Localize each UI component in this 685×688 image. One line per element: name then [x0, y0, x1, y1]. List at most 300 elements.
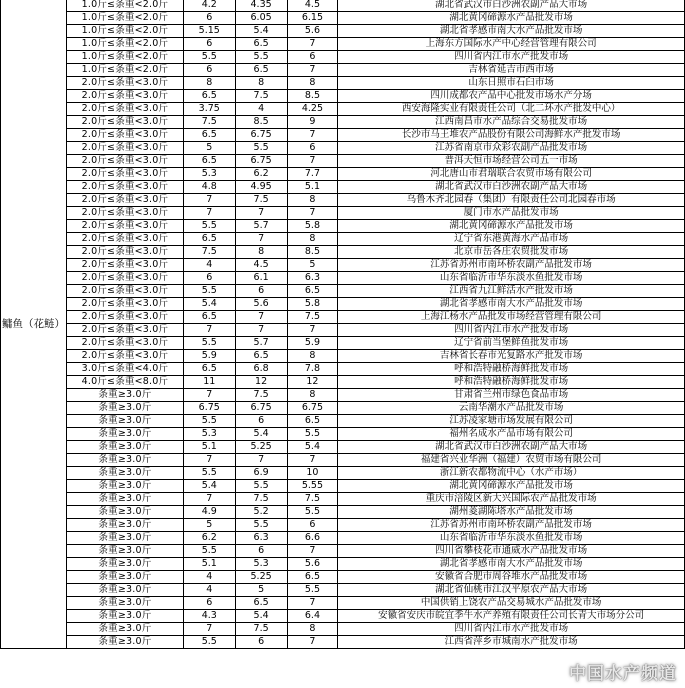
min-price-cell: 4.2	[183, 0, 235, 12]
market-name-cell: 湖北黄冈碲源水产品批发市场	[338, 220, 685, 233]
weight-range-cell: 条重≥3.0斤	[66, 519, 183, 532]
max-price-cell: 7	[287, 155, 338, 168]
market-name-cell: 北京市岳各庄农贸批发市场	[338, 246, 685, 259]
max-price-cell: 5.1	[287, 181, 338, 194]
market-name-cell: 江苏凌家塘市场发展有限公司	[338, 415, 685, 428]
min-price-cell: 5	[183, 142, 235, 155]
min-price-cell: 5.5	[183, 220, 235, 233]
min-price-cell: 5.1	[183, 441, 235, 454]
avg-price-cell: 7	[235, 324, 287, 337]
avg-price-cell: 6.5	[235, 38, 287, 51]
market-name-cell: 福建省兴业华洲（福建）农贸市场有限公司	[338, 454, 685, 467]
weight-range-cell: 条重≥3.0斤	[66, 467, 183, 480]
weight-range-cell: 条重≥3.0斤	[66, 402, 183, 415]
table-row	[1, 324, 685, 337]
max-price-cell: 8.5	[287, 90, 338, 103]
table-row	[1, 51, 685, 64]
max-price-cell: 6.5	[287, 571, 338, 584]
market-name-cell: 福州名成水产品市场有限公司	[338, 428, 685, 441]
min-price-cell: 7	[183, 493, 235, 506]
table-row	[1, 181, 685, 194]
weight-range-cell: 条重≥3.0斤	[66, 428, 183, 441]
weight-range-cell: 2.0斤≤条重<3.0斤	[66, 311, 183, 324]
market-name-cell: 湖北黄冈碲源水产品批发市场	[338, 12, 685, 25]
min-price-cell: 6.5	[183, 90, 235, 103]
max-price-cell: 7	[287, 454, 338, 467]
avg-price-cell: 6.9	[235, 467, 287, 480]
max-price-cell: 5.4	[287, 441, 338, 454]
avg-price-cell: 5.4	[235, 25, 287, 38]
market-name-cell: 呼和浩特融桥海鲜批发市场	[338, 376, 685, 389]
weight-range-cell: 2.0斤≤条重<3.0斤	[66, 194, 183, 207]
table-row	[1, 246, 685, 259]
table-row	[1, 0, 685, 12]
avg-price-cell: 6	[235, 415, 287, 428]
weight-range-cell: 1.0斤≤条重<2.0斤	[66, 38, 183, 51]
market-name-cell: 吉林省长春市光复路水产批发市场	[338, 350, 685, 363]
market-name-cell: 山东日照市石臼市场	[338, 77, 685, 90]
market-name-cell: 四川成都农产品中心批发市场水产分场	[338, 90, 685, 103]
max-price-cell: 7	[287, 636, 338, 649]
weight-range-cell: 2.0斤≤条重<3.0斤	[66, 116, 183, 129]
min-price-cell: 6.2	[183, 532, 235, 545]
weight-range-cell: 2.0斤≤条重<3.0斤	[66, 90, 183, 103]
market-name-cell: 上海东方国际水产中心经营管理有限公司	[338, 38, 685, 51]
price-table-body	[1, 0, 685, 649]
weight-range-cell: 1.0斤≤条重<2.0斤	[66, 64, 183, 77]
min-price-cell: 5.3	[183, 428, 235, 441]
table-row	[1, 129, 685, 142]
min-price-cell: 5.15	[183, 25, 235, 38]
avg-price-cell: 5.6	[235, 298, 287, 311]
weight-range-cell: 2.0斤≤条重<3.0斤	[66, 285, 183, 298]
weight-range-cell: 条重≥3.0斤	[66, 415, 183, 428]
avg-price-cell: 6	[235, 285, 287, 298]
weight-range-cell: 条重≥3.0斤	[66, 636, 183, 649]
weight-range-cell: 2.0斤≤条重<3.0斤	[66, 168, 183, 181]
weight-range-cell: 4.0斤≤条重<8.0斤	[66, 376, 183, 389]
table-row	[1, 259, 685, 272]
max-price-cell: 6.5	[287, 415, 338, 428]
max-price-cell: 7.5	[287, 493, 338, 506]
market-name-cell: 江苏省南京市众彩农副产品批发市场	[338, 142, 685, 155]
avg-price-cell: 5	[235, 584, 287, 597]
max-price-cell: 5.6	[287, 558, 338, 571]
weight-range-cell: 条重≥3.0斤	[66, 597, 183, 610]
avg-price-cell: 4.35	[235, 0, 287, 12]
weight-range-cell: 2.0斤≤条重<3.0斤	[66, 181, 183, 194]
avg-price-cell: 6.8	[235, 363, 287, 376]
max-price-cell: 8	[287, 350, 338, 363]
weight-range-cell: 2.0斤≤条重<3.0斤	[66, 77, 183, 90]
max-price-cell: 5.9	[287, 337, 338, 350]
min-price-cell: 6	[183, 272, 235, 285]
weight-range-cell: 2.0斤≤条重<3.0斤	[66, 129, 183, 142]
market-name-cell: 西安海隆实业有限责任公司（北二环水产批发中心）	[338, 103, 685, 116]
max-price-cell: 6.5	[287, 285, 338, 298]
market-name-cell: 重庆市涪陵区新大兴国际农产品批发市场	[338, 493, 685, 506]
weight-range-cell: 条重≥3.0斤	[66, 571, 183, 584]
market-name-cell: 湖北省孝感市南大水产品批发市场	[338, 298, 685, 311]
max-price-cell: 7	[287, 207, 338, 220]
avg-price-cell: 8	[235, 77, 287, 90]
max-price-cell: 5.55	[287, 480, 338, 493]
min-price-cell: 6.75	[183, 402, 235, 415]
weight-range-cell: 2.0斤≤条重<3.0斤	[66, 103, 183, 116]
table-row	[1, 415, 685, 428]
avg-price-cell: 6.75	[235, 402, 287, 415]
market-name-cell: 湖北省孝感市南大水产品批发市场	[338, 558, 685, 571]
avg-price-cell: 4	[235, 103, 287, 116]
table-row	[1, 38, 685, 51]
table-row	[1, 220, 685, 233]
table-row	[1, 142, 685, 155]
avg-price-cell: 5.5	[235, 519, 287, 532]
avg-price-cell: 8	[235, 246, 287, 259]
avg-price-cell: 7	[235, 207, 287, 220]
max-price-cell: 8	[287, 389, 338, 402]
avg-price-cell: 6.2	[235, 168, 287, 181]
table-row	[1, 584, 685, 597]
min-price-cell: 11	[183, 376, 235, 389]
min-price-cell: 4	[183, 571, 235, 584]
table-row	[1, 480, 685, 493]
max-price-cell: 7	[287, 597, 338, 610]
table-row	[1, 350, 685, 363]
table-row	[1, 597, 685, 610]
table-row	[1, 402, 685, 415]
avg-price-cell: 7	[235, 311, 287, 324]
table-row	[1, 207, 685, 220]
max-price-cell: 7	[287, 38, 338, 51]
weight-range-cell: 条重≥3.0斤	[66, 623, 183, 636]
weight-range-cell: 2.0斤≤条重<3.0斤	[66, 298, 183, 311]
table-row	[1, 610, 685, 623]
avg-price-cell: 6.05	[235, 12, 287, 25]
weight-range-cell: 2.0斤≤条重<3.0斤	[66, 233, 183, 246]
max-price-cell: 10	[287, 467, 338, 480]
market-name-cell: 山东省临沂市华东淡水鱼批发市场	[338, 272, 685, 285]
market-name-cell: 厦门市水产品批发市场	[338, 207, 685, 220]
table-row	[1, 64, 685, 77]
max-price-cell: 4.25	[287, 103, 338, 116]
avg-price-cell: 6.1	[235, 272, 287, 285]
table-row	[1, 545, 685, 558]
max-price-cell: 6.15	[287, 12, 338, 25]
max-price-cell: 7.8	[287, 363, 338, 376]
weight-range-cell: 条重≥3.0斤	[66, 558, 183, 571]
market-name-cell: 江西省萍乡市城南水产批发市场	[338, 636, 685, 649]
min-price-cell: 7	[183, 454, 235, 467]
market-name-cell: 呼和浩特融桥海鲜批发市场	[338, 363, 685, 376]
weight-range-cell: 条重≥3.0斤	[66, 389, 183, 402]
max-price-cell: 6	[287, 142, 338, 155]
table-row	[1, 454, 685, 467]
min-price-cell: 5.5	[183, 285, 235, 298]
table-row	[1, 519, 685, 532]
avg-price-cell: 7.5	[235, 623, 287, 636]
table-row	[1, 337, 685, 350]
min-price-cell: 4	[183, 259, 235, 272]
table-row	[1, 558, 685, 571]
min-price-cell: 5	[183, 519, 235, 532]
min-price-cell: 6.5	[183, 363, 235, 376]
weight-range-cell: 条重≥3.0斤	[66, 545, 183, 558]
weight-range-cell: 条重≥3.0斤	[66, 532, 183, 545]
max-price-cell: 5.5	[287, 584, 338, 597]
weight-range-cell: 条重≥3.0斤	[66, 493, 183, 506]
market-name-cell: 安徽省合肥市周谷堆水产品批发市场	[338, 571, 685, 584]
table-row	[1, 532, 685, 545]
market-name-cell: 湖北黄冈碲源水产品批发市场	[338, 480, 685, 493]
min-price-cell: 5.1	[183, 558, 235, 571]
market-name-cell: 湖州菱湖陈塔水产品批发市场	[338, 506, 685, 519]
weight-range-cell: 1.0斤≤条重<2.0斤	[66, 0, 183, 12]
max-price-cell: 8	[287, 233, 338, 246]
min-price-cell: 7	[183, 207, 235, 220]
min-price-cell: 5.5	[183, 337, 235, 350]
weight-range-cell: 条重≥3.0斤	[66, 441, 183, 454]
avg-price-cell: 8.5	[235, 116, 287, 129]
max-price-cell: 7.5	[287, 311, 338, 324]
market-name-cell: 湖北省武汉市白沙洲农副产品大市场	[338, 181, 685, 194]
avg-price-cell: 5.25	[235, 571, 287, 584]
max-price-cell: 9	[287, 116, 338, 129]
max-price-cell: 7	[287, 129, 338, 142]
min-price-cell: 7	[183, 324, 235, 337]
watermark-logo: 中国水产频道	[569, 664, 677, 684]
weight-range-cell: 3.0斤≤条重<4.0斤	[66, 363, 183, 376]
max-price-cell: 6.3	[287, 272, 338, 285]
avg-price-cell: 7.5	[235, 493, 287, 506]
table-row	[1, 441, 685, 454]
table-row	[1, 90, 685, 103]
max-price-cell: 4.5	[287, 0, 338, 12]
market-name-cell: 普洱天恒市场经营公司五一市场	[338, 155, 685, 168]
max-price-cell: 8	[287, 623, 338, 636]
max-price-cell: 7	[287, 64, 338, 77]
min-price-cell: 7.5	[183, 116, 235, 129]
market-name-cell: 湖北省武汉市白沙洲农副产品大市场	[338, 441, 685, 454]
avg-price-cell: 5.4	[235, 428, 287, 441]
market-name-cell: 云南华潮水产品批发市场	[338, 402, 685, 415]
weight-range-cell: 条重≥3.0斤	[66, 610, 183, 623]
market-name-cell: 四川省内江市水产批发市场	[338, 51, 685, 64]
avg-price-cell: 5.3	[235, 558, 287, 571]
market-name-cell: 四川省内江市水产批发市场	[338, 623, 685, 636]
min-price-cell: 5.5	[183, 467, 235, 480]
weight-range-cell: 1.0斤≤条重<2.0斤	[66, 25, 183, 38]
min-price-cell: 6.5	[183, 129, 235, 142]
avg-price-cell: 7.5	[235, 389, 287, 402]
avg-price-cell: 5.25	[235, 441, 287, 454]
max-price-cell: 6.6	[287, 532, 338, 545]
market-name-cell: 甘肃省兰州市绿色食品市场	[338, 389, 685, 402]
avg-price-cell: 6.5	[235, 64, 287, 77]
market-name-cell: 四川省攀枝花市通威水产品批发市场	[338, 545, 685, 558]
max-price-cell: 6.75	[287, 402, 338, 415]
max-price-cell: 12	[287, 376, 338, 389]
market-name-cell: 安徽省安庆市皖宜季牛水产养殖有限责任公司长青大市场分公司	[338, 610, 685, 623]
min-price-cell: 7	[183, 623, 235, 636]
table-row	[1, 571, 685, 584]
max-price-cell: 8	[287, 194, 338, 207]
min-price-cell: 6	[183, 597, 235, 610]
table-row	[1, 116, 685, 129]
table-row	[1, 467, 685, 480]
min-price-cell: 6	[183, 12, 235, 25]
table-row	[1, 233, 685, 246]
min-price-cell: 5.5	[183, 415, 235, 428]
avg-price-cell: 6.75	[235, 155, 287, 168]
min-price-cell: 7	[183, 389, 235, 402]
market-name-cell: 长沙市马王堆农产品股份有限公司海鲜水产批发市场	[338, 129, 685, 142]
market-name-cell: 江西省九江鲜活水产批发市场	[338, 285, 685, 298]
avg-price-cell: 5.5	[235, 480, 287, 493]
weight-range-cell: 2.0斤≤条重<3.0斤	[66, 142, 183, 155]
max-price-cell: 6	[287, 519, 338, 532]
weight-range-cell: 2.0斤≤条重<3.0斤	[66, 272, 183, 285]
weight-range-cell: 2.0斤≤条重<3.0斤	[66, 259, 183, 272]
max-price-cell: 6	[287, 51, 338, 64]
weight-range-cell: 2.0斤≤条重<3.0斤	[66, 246, 183, 259]
min-price-cell: 6.5	[183, 155, 235, 168]
avg-price-cell: 6	[235, 545, 287, 558]
table-row	[1, 493, 685, 506]
avg-price-cell: 5.2	[235, 506, 287, 519]
weight-range-cell: 2.0斤≤条重<3.0斤	[66, 324, 183, 337]
avg-price-cell: 4.95	[235, 181, 287, 194]
table-row	[1, 194, 685, 207]
min-price-cell: 4.8	[183, 181, 235, 194]
max-price-cell: 5.8	[287, 298, 338, 311]
market-name-cell: 山东省临沂市华东淡水鱼批发市场	[338, 532, 685, 545]
max-price-cell: 7.7	[287, 168, 338, 181]
min-price-cell: 5.5	[183, 636, 235, 649]
weight-range-cell: 2.0斤≤条重<3.0斤	[66, 337, 183, 350]
market-name-cell: 乌鲁木齐北园春（集团）有限责任公司北园春市场	[338, 194, 685, 207]
weight-range-cell: 2.0斤≤条重<3.0斤	[66, 155, 183, 168]
table-row	[1, 155, 685, 168]
min-price-cell: 5.5	[183, 51, 235, 64]
max-price-cell: 5.8	[287, 220, 338, 233]
table-row	[1, 389, 685, 402]
min-price-cell: 4	[183, 584, 235, 597]
market-name-cell: 湖北省武汉市白沙洲农副产品大市场	[338, 0, 685, 12]
weight-range-cell: 条重≥3.0斤	[66, 506, 183, 519]
table-row	[1, 168, 685, 181]
table-row	[1, 285, 685, 298]
weight-range-cell: 1.0斤≤条重<2.0斤	[66, 51, 183, 64]
min-price-cell: 4.9	[183, 506, 235, 519]
avg-price-cell: 4.5	[235, 259, 287, 272]
max-price-cell: 7	[287, 545, 338, 558]
min-price-cell: 7.5	[183, 246, 235, 259]
market-name-cell: 辽宁省东港黄海水产品市场	[338, 233, 685, 246]
market-name-cell: 河北唐山市君瑞联合农贸市场有限公司	[338, 168, 685, 181]
avg-price-cell: 7.5	[235, 90, 287, 103]
avg-price-cell: 6.3	[235, 532, 287, 545]
market-name-cell: 湖北省孝感市南大水产品批发市场	[338, 25, 685, 38]
min-price-cell: 6	[183, 64, 235, 77]
min-price-cell: 6.5	[183, 311, 235, 324]
avg-price-cell: 5.7	[235, 220, 287, 233]
market-name-cell: 江西南昌市水产品综合交易批发市场	[338, 116, 685, 129]
min-price-cell: 5.4	[183, 480, 235, 493]
max-price-cell: 5.5	[287, 428, 338, 441]
market-name-cell: 辽宁省前当堡鲜鱼批发市场	[338, 337, 685, 350]
avg-price-cell: 7	[235, 454, 287, 467]
max-price-cell: 5.5	[287, 506, 338, 519]
min-price-cell: 3.75	[183, 103, 235, 116]
min-price-cell: 5.3	[183, 168, 235, 181]
weight-range-cell: 条重≥3.0斤	[66, 480, 183, 493]
table-row	[1, 77, 685, 90]
table-row	[1, 25, 685, 38]
table-row	[1, 363, 685, 376]
min-price-cell: 6	[183, 38, 235, 51]
table-row	[1, 12, 685, 25]
table-row	[1, 272, 685, 285]
weight-range-cell: 条重≥3.0斤	[66, 454, 183, 467]
market-name-cell: 湖北省仙桃市江汉平原农产品大市场	[338, 584, 685, 597]
table-row	[1, 103, 685, 116]
market-name-cell: 吉林省延吉市西市场	[338, 64, 685, 77]
avg-price-cell: 5.4	[235, 610, 287, 623]
avg-price-cell: 6.75	[235, 129, 287, 142]
min-price-cell: 6.5	[183, 233, 235, 246]
table-row	[1, 623, 685, 636]
table-row	[1, 298, 685, 311]
weight-range-cell: 条重≥3.0斤	[66, 584, 183, 597]
market-name-cell: 四川省内江市水产批发市场	[338, 324, 685, 337]
weight-range-cell: 2.0斤≤条重<3.0斤	[66, 220, 183, 233]
max-price-cell: 8.5	[287, 246, 338, 259]
species-label: 鳙鱼（花鲢）	[1, 0, 67, 649]
avg-price-cell: 5.5	[235, 51, 287, 64]
avg-price-cell: 12	[235, 376, 287, 389]
avg-price-cell: 7.5	[235, 194, 287, 207]
table-row	[1, 376, 685, 389]
market-name-cell: 浙江新农都物流中心（水产市场）	[338, 467, 685, 480]
avg-price-cell: 6	[235, 636, 287, 649]
table-row	[1, 428, 685, 441]
market-name-cell: 上海江杨水产品批发市场经营管理有限公司	[338, 311, 685, 324]
table-row	[1, 636, 685, 649]
weight-range-cell: 2.0斤≤条重<3.0斤	[66, 350, 183, 363]
max-price-cell: 8	[287, 77, 338, 90]
avg-price-cell: 5.7	[235, 337, 287, 350]
market-name-cell: 中国供销上饶农产品交易城水产品批发市场	[338, 597, 685, 610]
min-price-cell: 5.4	[183, 298, 235, 311]
weight-range-cell: 2.0斤≤条重<3.0斤	[66, 207, 183, 220]
min-price-cell: 4.3	[183, 610, 235, 623]
min-price-cell: 5.9	[183, 350, 235, 363]
avg-price-cell: 5.5	[235, 142, 287, 155]
min-price-cell: 5.5	[183, 545, 235, 558]
avg-price-cell: 6.5	[235, 350, 287, 363]
table-row	[1, 311, 685, 324]
market-name-cell: 江苏省苏州市南环桥农副产品批发市场	[338, 519, 685, 532]
max-price-cell: 5	[287, 259, 338, 272]
max-price-cell: 5.6	[287, 25, 338, 38]
max-price-cell: 7	[287, 324, 338, 337]
weight-range-cell: 1.0斤≤条重<2.0斤	[66, 12, 183, 25]
table-row	[1, 506, 685, 519]
max-price-cell: 6.4	[287, 610, 338, 623]
avg-price-cell: 7	[235, 233, 287, 246]
avg-price-cell: 6.5	[235, 597, 287, 610]
